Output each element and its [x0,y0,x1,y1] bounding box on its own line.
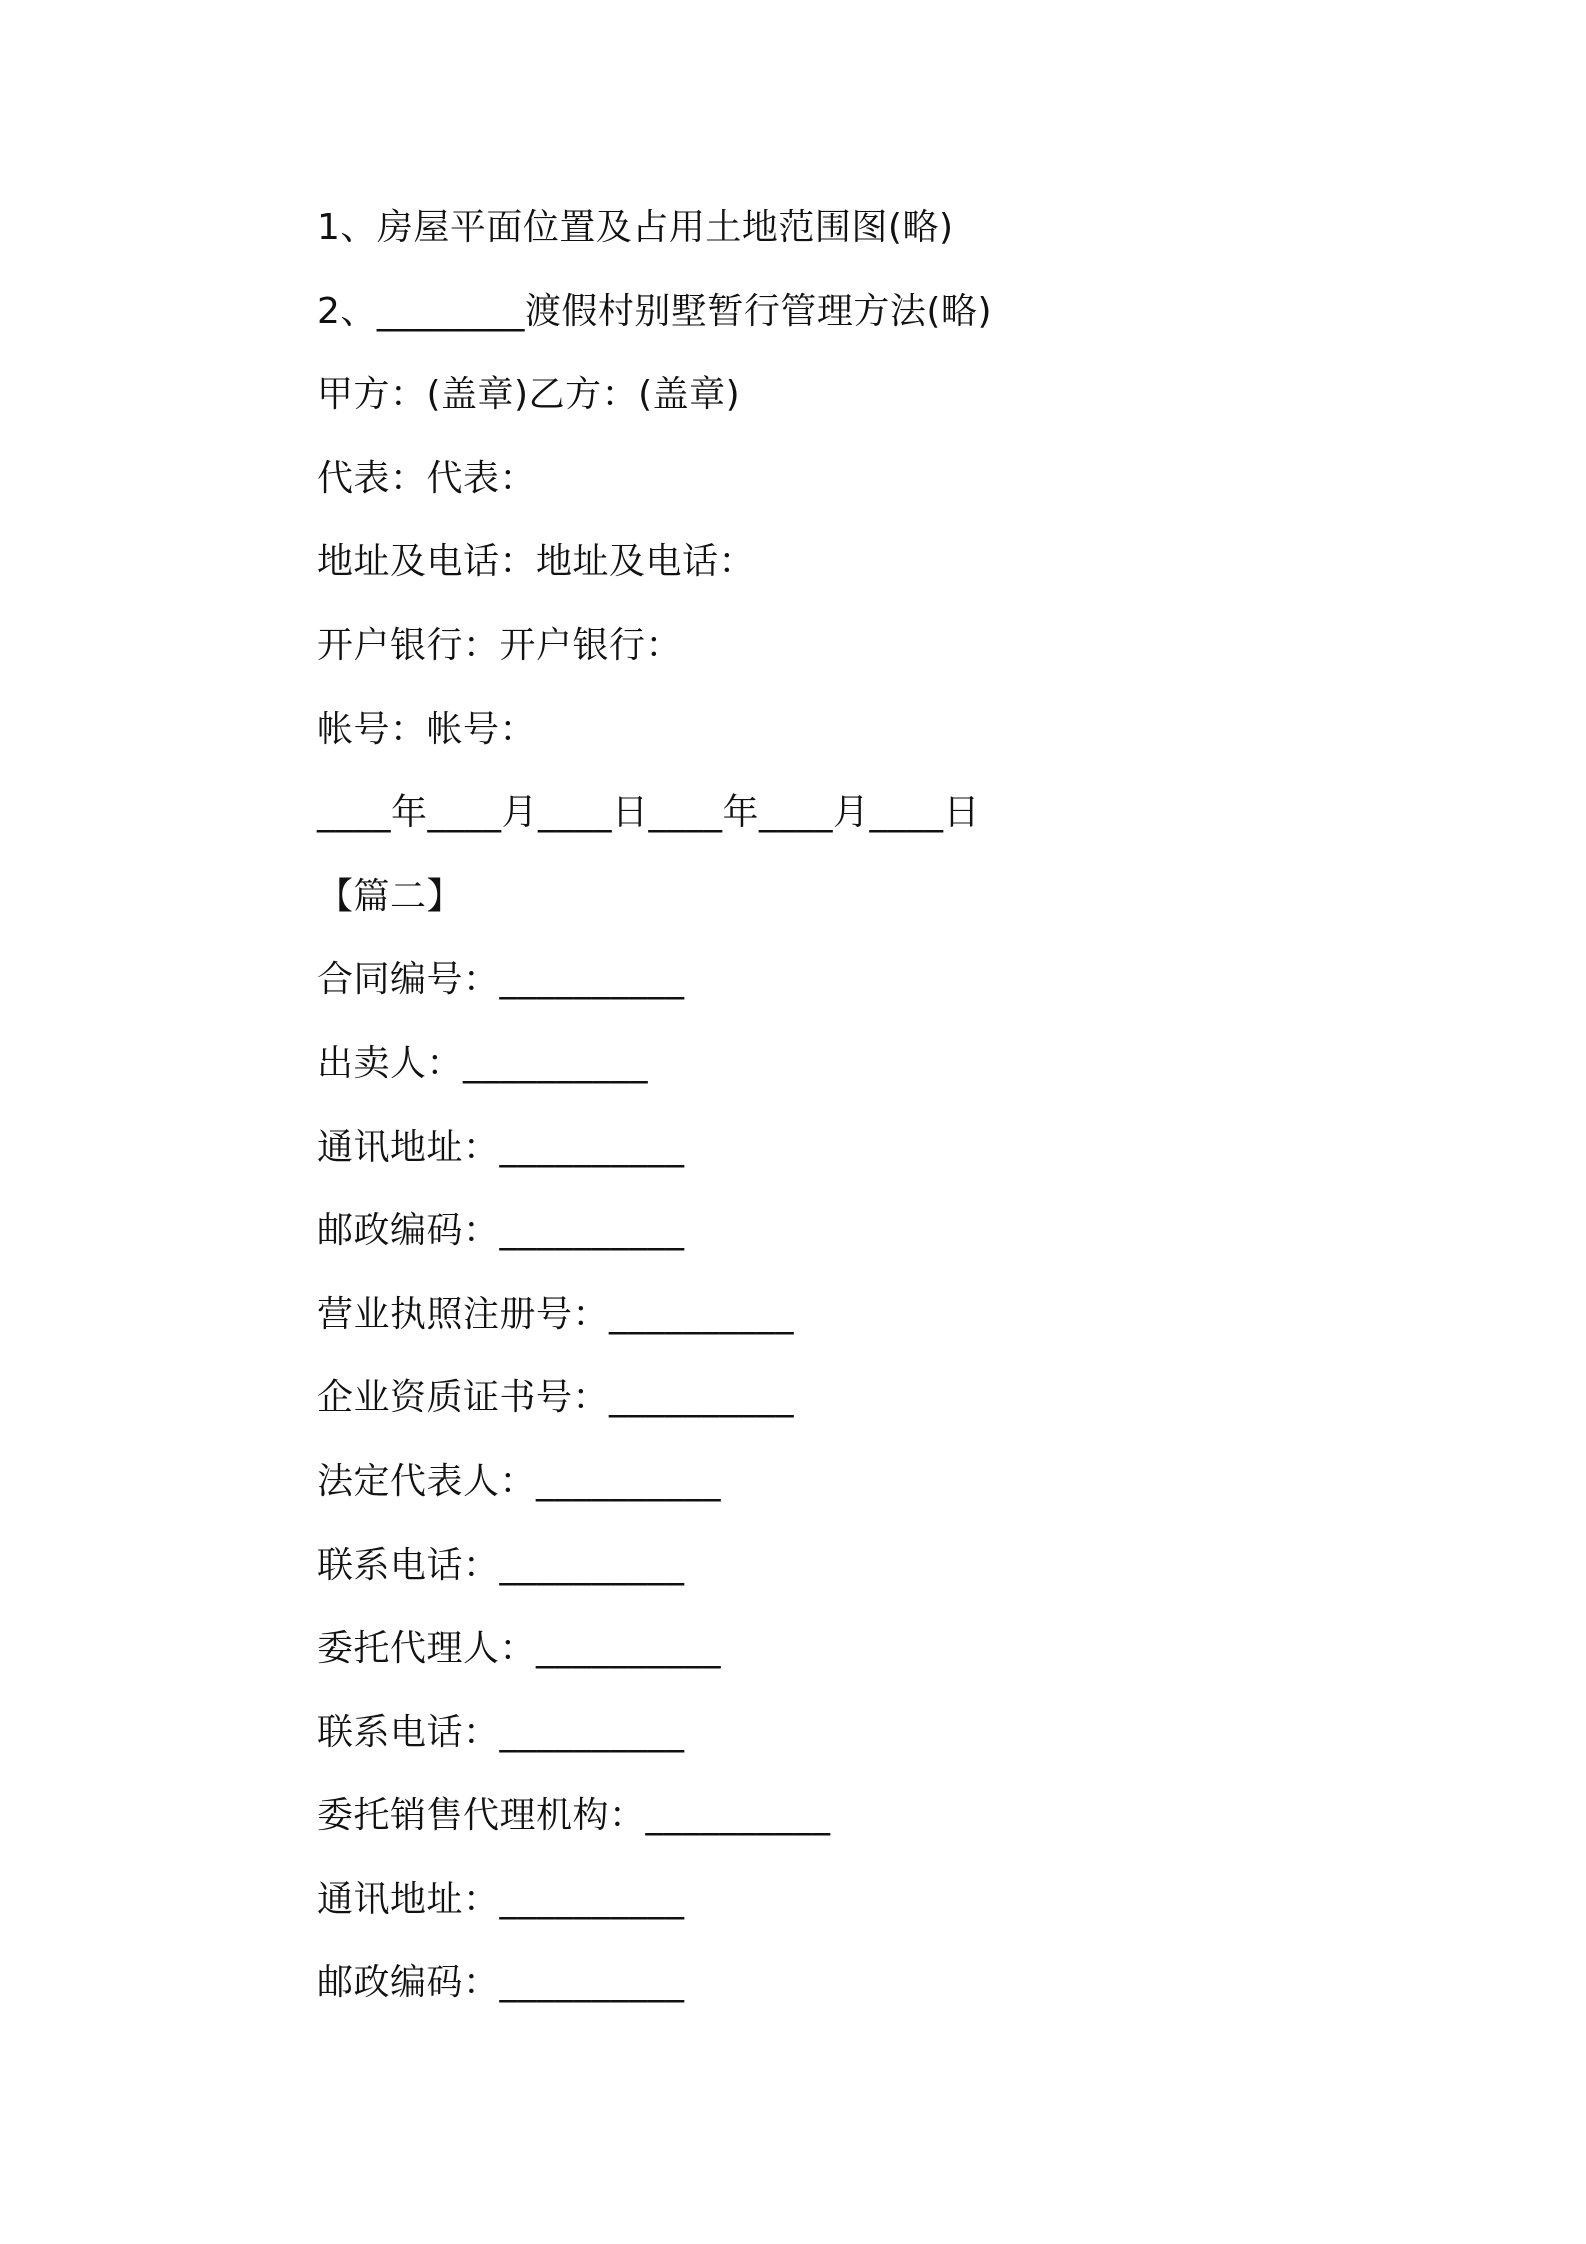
contract-number-field: 合同编号：__________ [317,959,685,1001]
agent-phone-field: 联系电话：__________ [317,1711,685,1753]
signature-party-line: 甲方：(盖章)乙方：(盖章) [317,374,741,416]
attachment-item-2: 2、________渡假村别墅暂行管理方法(略) [317,290,992,332]
mailing-address-field: 通讯地址：__________ [317,1126,685,1168]
postal-code-field: 邮政编码：__________ [317,1210,685,1252]
business-license-field: 营业执照注册号：__________ [317,1293,795,1335]
phone-field: 联系电话：__________ [317,1544,685,1586]
representative-line: 代表：代表： [317,457,537,499]
section-heading: 【篇二】 [317,875,464,917]
authorized-agent-field: 委托代理人：__________ [317,1628,722,1670]
attachment-item-1: 1、房屋平面位置及占用土地范围图(略) [317,207,954,248]
bank-line: 开户银行：开户银行： [317,624,683,666]
account-line: 帐号：帐号： [317,708,537,750]
document-body [317,197,1417,2036]
agency-postal-code-field: 邮政编码：__________ [317,1962,685,2004]
sales-agency-field: 委托销售代理机构：__________ [317,1795,831,1837]
address-phone-line: 地址及电话：地址及电话： [317,541,756,583]
qualification-cert-field: 企业资质证书号：__________ [317,1377,795,1419]
legal-representative-field: 法定代表人：__________ [317,1460,722,1502]
agency-address-field: 通讯地址：__________ [317,1878,685,1920]
date-line: ____年____月____日____年____月____日 [317,792,981,834]
seller-field: 出卖人：__________ [317,1042,649,1084]
